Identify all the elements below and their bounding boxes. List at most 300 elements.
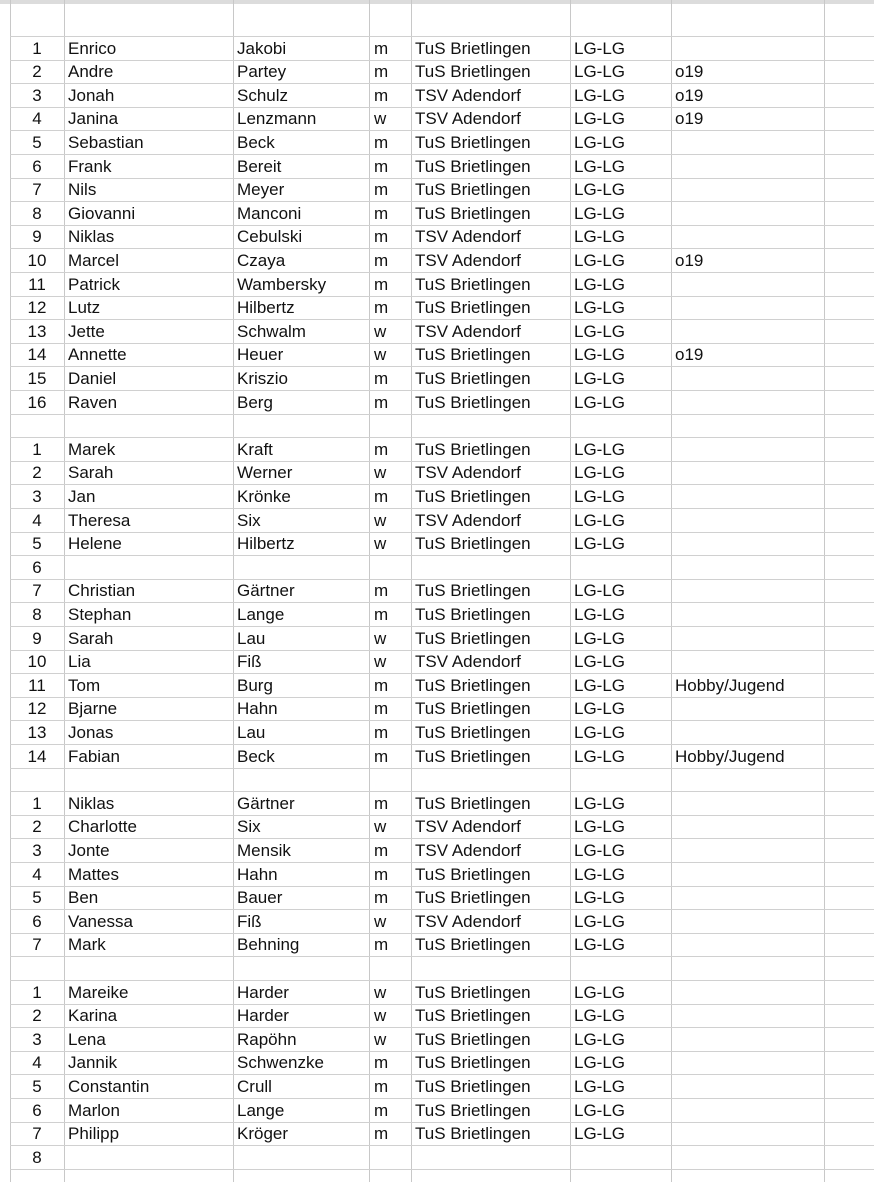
cell-doppel[interactable] (824, 296, 874, 320)
cell-vorname[interactable]: Jette (68, 321, 105, 341)
cell-doppel[interactable] (824, 697, 874, 721)
cell-verband[interactable]: LG-LG (574, 935, 626, 955)
cell-doppel[interactable] (824, 60, 874, 84)
cell-verband[interactable]: LG-LG (574, 439, 626, 459)
cell-verein[interactable]: TSV Adendorf (415, 227, 521, 247)
cell-wm[interactable]: m (374, 392, 389, 412)
cell-einzel[interactable] (671, 910, 824, 934)
cell-name[interactable]: Gärtner (237, 793, 295, 813)
cell-einzel[interactable] (671, 933, 824, 957)
cell-nr[interactable]: 4 (32, 109, 42, 129)
cell-doppel[interactable] (824, 225, 874, 249)
cell-einzel[interactable] (671, 438, 824, 462)
cell-doppel[interactable] (824, 509, 874, 533)
cell-wm[interactable]: m (374, 675, 389, 695)
cell-nr[interactable]: 8 (32, 604, 42, 624)
cell-verband[interactable]: LG-LG (574, 156, 626, 176)
cell-name[interactable]: Crull (237, 1076, 272, 1096)
cell-name[interactable]: Kriszio (237, 368, 289, 388)
cell-verein[interactable]: TuS Brietlingen (415, 864, 531, 884)
cell-doppel[interactable] (824, 320, 874, 344)
cell-doppel[interactable] (824, 981, 874, 1005)
cell-nr[interactable]: 11 (28, 274, 46, 294)
cell-verband[interactable]: LG-LG (574, 1006, 626, 1026)
column-header-einzel[interactable] (671, 0, 824, 36)
cell-wm[interactable]: m (374, 368, 389, 388)
cell-vorname[interactable] (64, 957, 233, 981)
cell-verein[interactable]: TuS Brietlingen (415, 746, 531, 766)
cell-doppel[interactable] (824, 202, 874, 226)
cell-wm[interactable]: m (374, 1076, 389, 1096)
cell-verband[interactable]: LG-LG (574, 581, 626, 601)
cell-verein[interactable]: TuS Brietlingen (415, 982, 531, 1002)
cell-verein[interactable]: TSV Adendorf (415, 840, 521, 860)
cell-nr[interactable]: 2 (32, 817, 42, 837)
cell-einzel[interactable] (671, 556, 824, 580)
cell-verein[interactable]: TuS Brietlingen (415, 604, 531, 624)
cell-verein[interactable]: TSV Adendorf (415, 911, 521, 931)
cell-name[interactable]: Bauer (237, 888, 283, 908)
cell-name[interactable]: Cebulski (237, 227, 303, 247)
cell-doppel[interactable] (824, 461, 874, 485)
cell-einzel[interactable] (671, 1146, 824, 1170)
cell-verein[interactable]: TuS Brietlingen (415, 888, 531, 908)
cell-wm[interactable]: w (374, 817, 387, 837)
cell-vorname[interactable]: Enrico (68, 38, 117, 58)
cell-verein[interactable]: TuS Brietlingen (415, 439, 531, 459)
cell-doppel[interactable] (824, 249, 874, 273)
cell-doppel[interactable] (824, 674, 874, 698)
cell-verein[interactable]: TuS Brietlingen (415, 203, 531, 223)
cell-nr[interactable]: 5 (32, 888, 42, 908)
cell-einzel[interactable] (671, 1122, 824, 1146)
cell-verband[interactable]: LG-LG (574, 817, 626, 837)
cell-name[interactable] (233, 556, 369, 580)
cell-nr[interactable]: 4 (32, 864, 42, 884)
cell-vorname[interactable]: Sarah (68, 463, 114, 483)
cell-verband[interactable] (570, 556, 671, 580)
cell-vorname[interactable]: Fabian (68, 746, 120, 766)
cell-einzel[interactable]: Hobby/Jugend (675, 746, 785, 766)
cell-verband[interactable]: LG-LG (574, 1124, 626, 1144)
cell-nr[interactable]: 3 (32, 85, 42, 105)
cell-verband[interactable]: LG-LG (574, 675, 626, 695)
cell-name[interactable]: Heuer (237, 345, 284, 365)
cell-einzel[interactable] (671, 1051, 824, 1075)
cell-verein[interactable]: TuS Brietlingen (415, 699, 531, 719)
cell-nr[interactable] (10, 957, 64, 981)
cell-doppel[interactable] (824, 131, 874, 155)
cell-einzel[interactable]: o19 (675, 109, 704, 129)
cell-verband[interactable]: LG-LG (574, 840, 626, 860)
cell-nr[interactable]: 5 (32, 132, 42, 152)
cell-verein[interactable]: TuS Brietlingen (415, 935, 531, 955)
cell-doppel[interactable] (824, 343, 874, 367)
cell-verband[interactable]: LG-LG (574, 793, 626, 813)
cell-verband[interactable] (570, 768, 671, 792)
cell-nr[interactable]: 14 (27, 746, 47, 766)
cell-doppel[interactable] (824, 957, 874, 981)
cell-verband[interactable]: LG-LG (574, 864, 626, 884)
cell-name[interactable]: Krönke (237, 486, 291, 506)
cell-wm[interactable]: m (374, 274, 389, 294)
cell-verband[interactable]: LG-LG (574, 368, 626, 388)
cell-verein[interactable] (411, 768, 570, 792)
cell-verband[interactable]: LG-LG (574, 227, 626, 247)
cell-verband[interactable]: LG-LG (574, 888, 626, 908)
cell-vorname[interactable]: Nils (68, 180, 97, 200)
cell-doppel[interactable] (824, 1099, 874, 1123)
cell-einzel[interactable] (671, 532, 824, 556)
cell-name[interactable]: Six (237, 510, 261, 530)
cell-name[interactable]: Burg (237, 675, 273, 695)
cell-doppel[interactable] (824, 367, 874, 391)
cell-verband[interactable]: LG-LG (574, 345, 626, 365)
cell-doppel[interactable] (824, 1051, 874, 1075)
cell-wm[interactable]: m (374, 62, 389, 82)
cell-einzel[interactable] (671, 202, 824, 226)
cell-name[interactable]: Behning (237, 935, 300, 955)
cell-vorname[interactable]: Christian (68, 581, 136, 601)
cell-einzel[interactable] (671, 1075, 824, 1099)
cell-wm[interactable]: m (374, 604, 389, 624)
cell-verband[interactable]: LG-LG (574, 1029, 626, 1049)
cell-wm[interactable]: m (374, 1100, 389, 1120)
cell-doppel[interactable] (824, 579, 874, 603)
cell-nr[interactable]: 14 (27, 345, 47, 365)
cell-einzel[interactable] (671, 650, 824, 674)
cell-doppel[interactable] (824, 391, 874, 415)
cell-einzel[interactable] (671, 155, 824, 179)
cell-einzel[interactable] (671, 37, 824, 61)
cell-einzel[interactable]: o19 (675, 62, 704, 82)
cell-wm[interactable]: m (374, 250, 389, 270)
cell-verband[interactable]: LG-LG (574, 746, 626, 766)
cell-vorname[interactable]: Annette (68, 345, 127, 365)
cell-nr[interactable]: 7 (32, 935, 42, 955)
cell-vorname[interactable]: Ben (68, 888, 99, 908)
cell-name[interactable]: Partey (237, 62, 287, 82)
cell-vorname[interactable]: Marlon (68, 1100, 120, 1120)
cell-doppel[interactable] (824, 792, 874, 816)
cell-wm[interactable]: m (374, 935, 389, 955)
cell-verband[interactable]: LG-LG (574, 1076, 626, 1096)
cell-wm[interactable]: m (374, 1124, 389, 1144)
cell-vorname[interactable]: Lena (68, 1029, 106, 1049)
cell-einzel[interactable] (671, 461, 824, 485)
cell-wm[interactable]: m (374, 439, 389, 459)
cell-doppel[interactable] (824, 745, 874, 769)
cell-verband[interactable] (570, 414, 671, 438)
cell-vorname[interactable]: Daniel (68, 368, 117, 388)
cell-nr[interactable]: 16 (27, 392, 47, 412)
cell-verein[interactable]: TuS Brietlingen (415, 345, 531, 365)
cell-vorname[interactable]: Tom (68, 675, 101, 695)
cell-name[interactable]: Bereit (237, 156, 282, 176)
cell-doppel[interactable] (824, 627, 874, 651)
cell-verein[interactable] (411, 414, 570, 438)
cell-verein[interactable]: TSV Adendorf (415, 463, 521, 483)
cell-verein[interactable]: TuS Brietlingen (415, 1029, 531, 1049)
cell-wm[interactable] (369, 556, 411, 580)
cell-doppel[interactable] (824, 84, 874, 108)
cell-wm[interactable]: m (374, 793, 389, 813)
cell-wm[interactable]: m (374, 156, 389, 176)
cell-nr[interactable]: 10 (27, 250, 47, 270)
cell-doppel[interactable] (824, 155, 874, 179)
cell-name[interactable]: Lenzmann (237, 109, 317, 129)
cell-wm[interactable] (369, 768, 411, 792)
cell-verein[interactable]: TuS Brietlingen (415, 298, 531, 318)
cell-verband[interactable]: LG-LG (574, 132, 626, 152)
cell-vorname[interactable] (64, 1146, 233, 1170)
cell-name[interactable]: Hilbertz (237, 534, 295, 554)
cell-nr[interactable]: 4 (32, 1053, 42, 1073)
cell-vorname[interactable]: Janina (68, 109, 119, 129)
column-header-name[interactable] (233, 0, 369, 36)
cell-verein[interactable]: TuS Brietlingen (415, 1124, 531, 1144)
cell-verband[interactable]: LG-LG (574, 604, 626, 624)
cell-name[interactable]: Berg (237, 392, 273, 412)
cell-name[interactable]: Fiß (237, 652, 262, 672)
cell-vorname[interactable]: Patrick (68, 274, 120, 294)
cell-nr[interactable]: 5 (32, 1076, 42, 1096)
cell-einzel[interactable] (671, 414, 824, 438)
cell-verband[interactable]: LG-LG (574, 628, 626, 648)
cell-vorname[interactable]: Giovanni (68, 203, 136, 223)
cell-wm[interactable]: m (374, 203, 389, 223)
cell-name[interactable]: Hahn (237, 699, 278, 719)
cell-vorname[interactable]: Frank (68, 156, 112, 176)
cell-nr[interactable]: 3 (32, 1029, 42, 1049)
cell-vorname[interactable]: Marek (68, 439, 116, 459)
cell-vorname[interactable]: Jan (68, 486, 96, 506)
cell-verband[interactable]: LG-LG (574, 274, 626, 294)
cell-einzel[interactable] (671, 509, 824, 533)
cell-verein[interactable] (411, 957, 570, 981)
cell-verein[interactable]: TSV Adendorf (415, 109, 521, 129)
cell-nr[interactable]: 8 (32, 1147, 42, 1167)
cell-nr[interactable]: 1 (32, 38, 42, 58)
cell-nr[interactable]: 4 (32, 510, 42, 530)
cell-verband[interactable] (570, 957, 671, 981)
cell-name[interactable]: Wambersky (237, 274, 327, 294)
cell-nr[interactable]: 9 (32, 628, 42, 648)
cell-wm[interactable]: w (374, 109, 387, 129)
cell-nr[interactable]: 2 (32, 1006, 42, 1026)
cell-verein[interactable]: TuS Brietlingen (415, 722, 531, 742)
cell-nr[interactable]: 6 (32, 156, 42, 176)
cell-doppel[interactable] (824, 178, 874, 202)
cell-name[interactable]: Schwalm (237, 321, 306, 341)
cell-nr[interactable]: 1 (32, 793, 42, 813)
cell-verein[interactable]: TuS Brietlingen (415, 1076, 531, 1096)
cell-verband[interactable]: LG-LG (574, 203, 626, 223)
cell-verein[interactable]: TSV Adendorf (415, 85, 521, 105)
cell-verband[interactable]: LG-LG (574, 510, 626, 530)
cell-wm[interactable]: w (374, 1006, 387, 1026)
cell-vorname[interactable]: Theresa (68, 510, 131, 530)
cell-nr[interactable]: 3 (32, 840, 42, 860)
cell-verein[interactable]: TuS Brietlingen (415, 581, 531, 601)
cell-wm[interactable]: m (374, 1053, 389, 1073)
cell-wm[interactable]: m (374, 132, 389, 152)
cell-name[interactable]: Kröger (237, 1124, 289, 1144)
cell-nr[interactable]: 6 (32, 911, 42, 931)
cell-verband[interactable]: LG-LG (574, 392, 626, 412)
cell-wm[interactable]: m (374, 180, 389, 200)
cell-name[interactable]: Czaya (237, 250, 286, 270)
cell-einzel[interactable] (671, 697, 824, 721)
cell-vorname[interactable]: Constantin (68, 1076, 150, 1096)
cell-nr[interactable]: 9 (32, 227, 42, 247)
cell-verband[interactable]: LG-LG (574, 109, 626, 129)
cell-verein[interactable]: TuS Brietlingen (415, 628, 531, 648)
cell-nr[interactable]: 3 (32, 486, 42, 506)
cell-name[interactable]: Lange (237, 1100, 285, 1120)
cell-vorname[interactable]: Jonte (68, 840, 110, 860)
cell-name[interactable]: Meyer (237, 180, 285, 200)
cell-wm[interactable]: m (374, 581, 389, 601)
cell-doppel[interactable] (824, 485, 874, 509)
cell-wm[interactable]: m (374, 746, 389, 766)
cell-name[interactable]: Beck (237, 132, 275, 152)
cell-doppel[interactable] (824, 815, 874, 839)
cell-name[interactable]: Rapöhn (237, 1029, 297, 1049)
cell-nr[interactable]: 13 (27, 722, 47, 742)
cell-wm[interactable]: w (374, 321, 387, 341)
cell-einzel[interactable] (671, 391, 824, 415)
cell-nr[interactable]: 10 (27, 652, 47, 672)
cell-einzel[interactable] (671, 178, 824, 202)
cell-wm[interactable]: m (374, 298, 389, 318)
cell-wm[interactable]: w (374, 1029, 387, 1049)
cell-vorname[interactable]: Stephan (68, 604, 132, 624)
cell-verein[interactable]: TuS Brietlingen (415, 156, 531, 176)
cell-name[interactable]: Lau (237, 722, 266, 742)
cell-verband[interactable]: LG-LG (574, 321, 626, 341)
cell-name[interactable]: Fiß (237, 911, 262, 931)
cell-wm[interactable]: m (374, 864, 389, 884)
cell-name[interactable] (233, 768, 369, 792)
cell-doppel[interactable] (824, 37, 874, 61)
cell-name[interactable] (233, 414, 369, 438)
cell-name[interactable]: Hahn (237, 864, 278, 884)
cell-vorname[interactable]: Niklas (68, 793, 115, 813)
cell-nr[interactable] (10, 768, 64, 792)
cell-nr[interactable]: 6 (32, 1100, 42, 1120)
cell-verband[interactable]: LG-LG (574, 250, 626, 270)
cell-name[interactable]: Harder (237, 1006, 289, 1026)
cell-name[interactable]: Lau (237, 628, 266, 648)
cell-name[interactable]: Werner (237, 463, 293, 483)
cell-wm[interactable]: m (374, 840, 389, 860)
cell-wm[interactable]: w (374, 510, 387, 530)
cell-vorname[interactable]: Charlotte (68, 817, 137, 837)
cell-verband[interactable]: LG-LG (574, 298, 626, 318)
cell-nr[interactable]: 1 (32, 439, 42, 459)
cell-wm[interactable]: m (374, 888, 389, 908)
cell-einzel[interactable] (671, 886, 824, 910)
cell-doppel[interactable] (824, 532, 874, 556)
cell-wm[interactable]: m (374, 85, 389, 105)
cell-verein[interactable] (411, 556, 570, 580)
cell-verein[interactable]: TuS Brietlingen (415, 1053, 531, 1073)
cell-verband[interactable]: LG-LG (574, 652, 626, 672)
cell-vorname[interactable]: Lia (68, 652, 91, 672)
cell-doppel[interactable] (824, 933, 874, 957)
cell-doppel[interactable] (824, 1146, 874, 1170)
cell-doppel[interactable] (824, 839, 874, 863)
cell-vorname[interactable]: Marcel (68, 250, 120, 270)
cell-verband[interactable] (570, 1146, 671, 1170)
cell-name[interactable]: Harder (237, 982, 289, 1002)
cell-name[interactable]: Jakobi (237, 38, 287, 58)
cell-doppel[interactable] (824, 1122, 874, 1146)
cell-wm[interactable]: w (374, 911, 387, 931)
cell-verband[interactable]: LG-LG (574, 180, 626, 200)
cell-vorname[interactable]: Mattes (68, 864, 120, 884)
cell-wm[interactable]: w (374, 628, 387, 648)
cell-nr[interactable]: 7 (32, 180, 42, 200)
cell-einzel[interactable] (671, 721, 824, 745)
cell-name[interactable]: Hilbertz (237, 298, 295, 318)
cell-vorname[interactable] (64, 414, 233, 438)
cell-name[interactable]: Mensik (237, 840, 291, 860)
cell-doppel[interactable] (824, 273, 874, 297)
cell-einzel[interactable]: o19 (675, 250, 704, 270)
column-header-nr[interactable] (10, 0, 64, 36)
cell-verband[interactable]: LG-LG (574, 911, 626, 931)
cell-verein[interactable]: TuS Brietlingen (415, 180, 531, 200)
cell-verband[interactable]: LG-LG (574, 62, 626, 82)
cell-verein[interactable]: TSV Adendorf (415, 321, 521, 341)
cell-nr[interactable]: 6 (32, 557, 42, 577)
cell-nr[interactable]: 8 (32, 203, 42, 223)
cell-doppel[interactable] (824, 768, 874, 792)
cell-vorname[interactable]: Niklas (68, 227, 115, 247)
cell-name[interactable]: Lange (237, 604, 285, 624)
cell-vorname[interactable]: Helene (68, 534, 122, 554)
cell-doppel[interactable] (824, 863, 874, 887)
cell-einzel[interactable] (671, 981, 824, 1005)
cell-nr[interactable]: 11 (28, 675, 46, 695)
cell-einzel[interactable] (671, 131, 824, 155)
cell-vorname[interactable]: Jannik (68, 1053, 118, 1073)
cell-nr[interactable]: 2 (32, 463, 42, 483)
cell-vorname[interactable]: Andre (68, 62, 114, 82)
cell-name[interactable]: Manconi (237, 203, 302, 223)
cell-verein[interactable]: TuS Brietlingen (415, 793, 531, 813)
cell-doppel[interactable] (824, 107, 874, 131)
cell-verband[interactable]: LG-LG (574, 1053, 626, 1073)
cell-einzel[interactable] (671, 1028, 824, 1052)
cell-einzel[interactable] (671, 815, 824, 839)
cell-einzel[interactable] (671, 957, 824, 981)
cell-verein[interactable]: TuS Brietlingen (415, 274, 531, 294)
cell-verein[interactable]: TuS Brietlingen (415, 392, 531, 412)
cell-verband[interactable]: LG-LG (574, 982, 626, 1002)
cell-einzel[interactable] (671, 863, 824, 887)
cell-nr[interactable]: 12 (27, 298, 47, 318)
cell-wm[interactable] (369, 957, 411, 981)
cell-einzel[interactable] (671, 320, 824, 344)
cell-vorname[interactable]: Jonas (68, 722, 114, 742)
cell-wm[interactable]: w (374, 534, 387, 554)
cell-name[interactable]: Schulz (237, 85, 289, 105)
cell-einzel[interactable] (671, 367, 824, 391)
cell-verband[interactable]: LG-LG (574, 534, 626, 554)
